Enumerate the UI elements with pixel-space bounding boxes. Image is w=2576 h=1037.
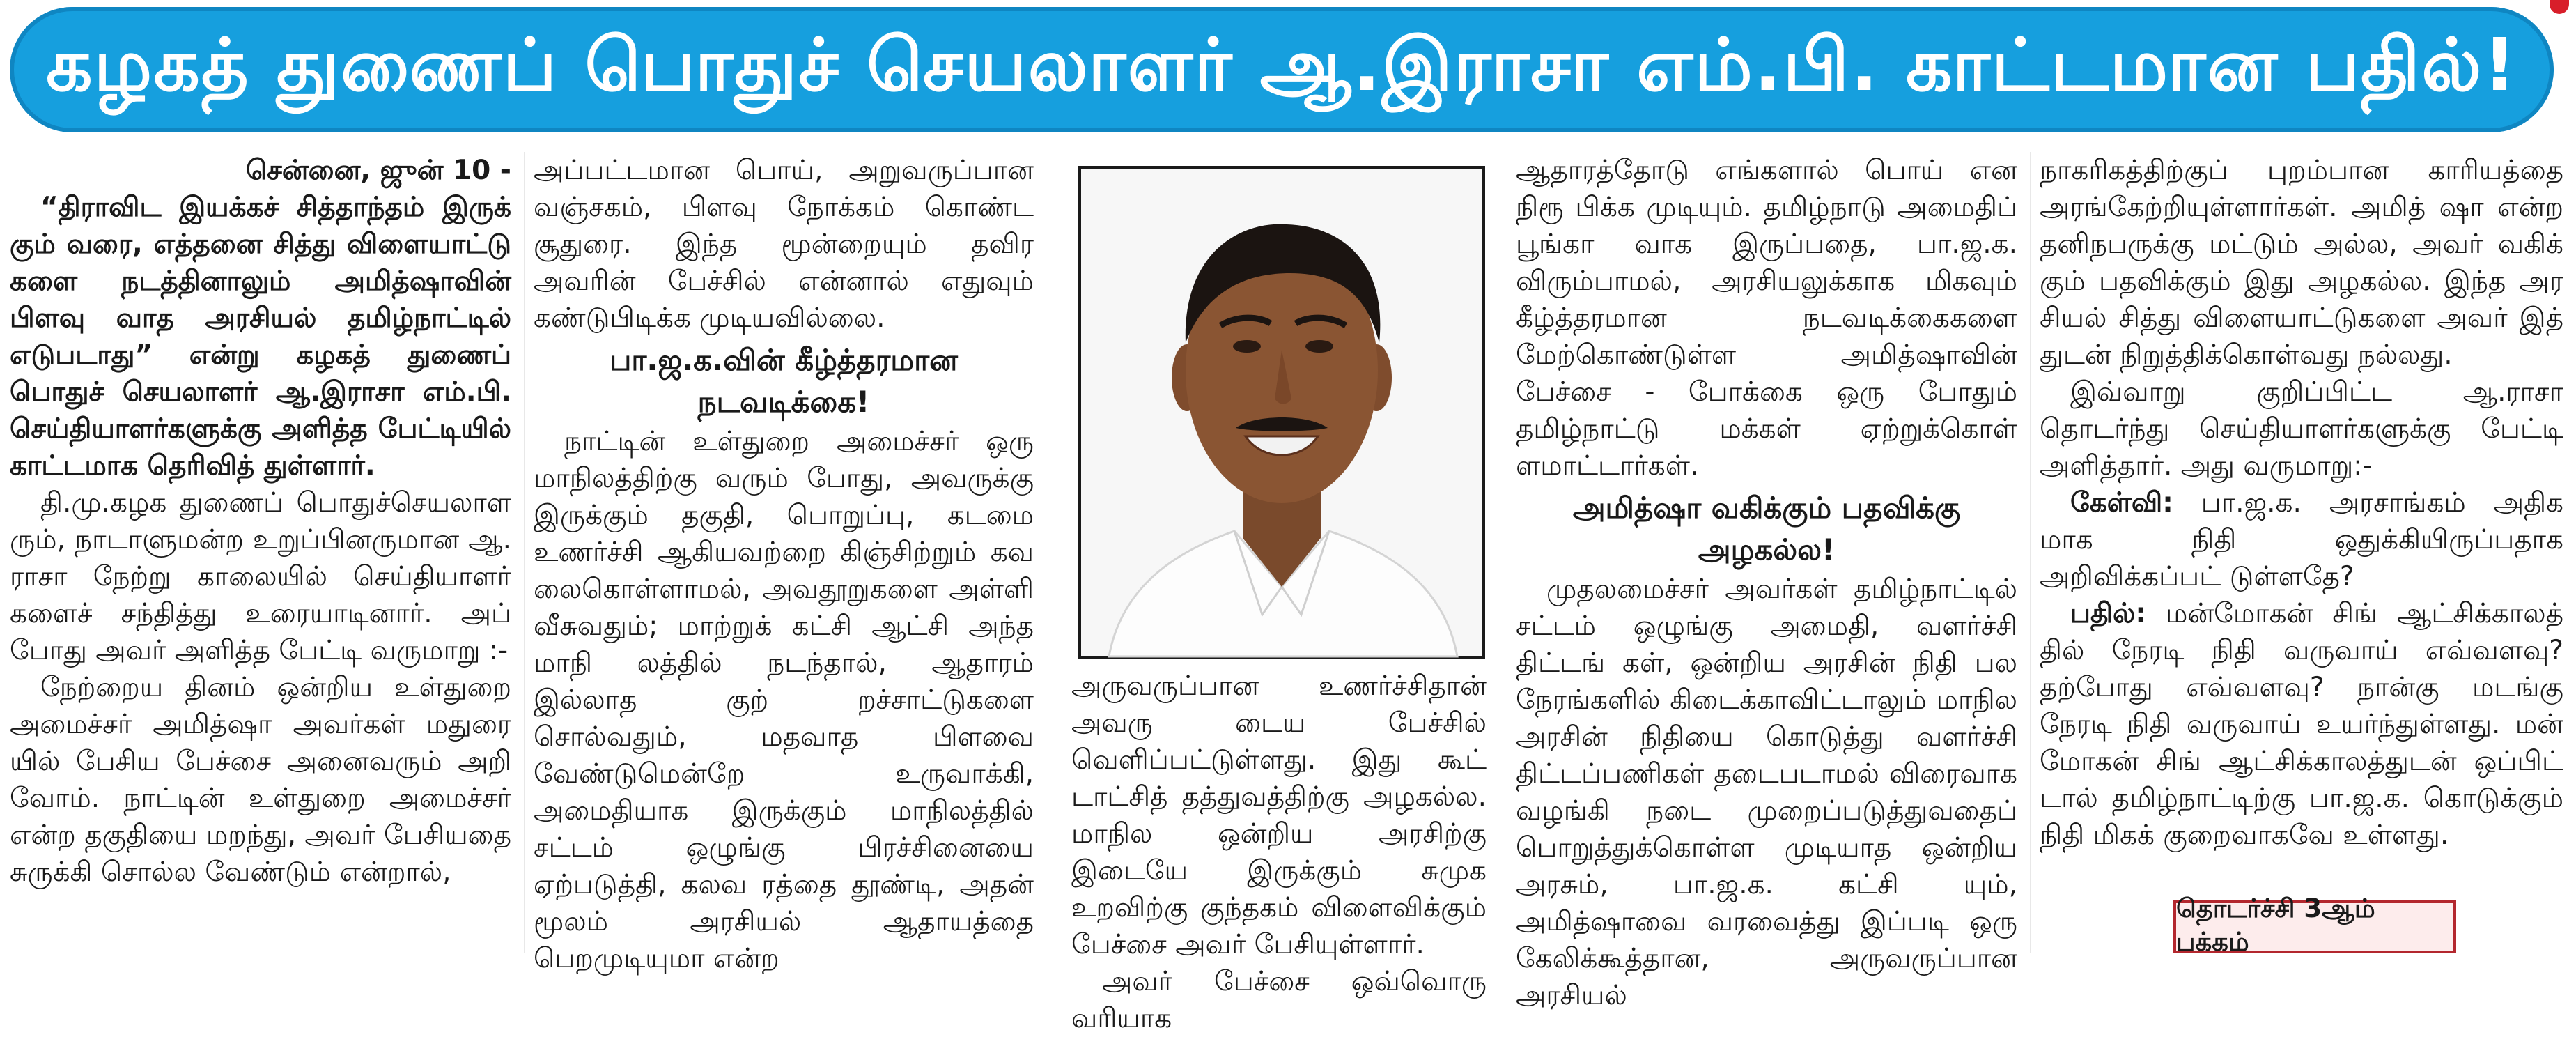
dateline: சென்னை, ஜுன் 10 - (245, 155, 511, 186)
continued-box (2173, 893, 2456, 957)
paragraph: அவர் பேச்சை ஒவ்வொரு வரியாக (1071, 966, 1487, 1034)
paragraph: ஆதாரத்தோடு எங்களால் பொய் என நிரூ பிக்க முடியும். தமிழ்நாடு அமைதிப் பூங்கா வாக இருப்பதை, பா.ஜ.க. விரும்பாமல், அரசியலுக்காக மிகவும் கீழ்த்தரமான நடவடிக்கைகளை மேற்கொண்டுள்ள அமித்ஷாவின் பேச்சை - போக்கை ஒரு போதும் தமிழ்நாட்டு மக்கள் ஏற்றுக்கொள் ளமாட்டார்கள். (1516, 155, 2017, 482)
answer-paragraph (2040, 595, 2563, 854)
column-divider (2030, 152, 2031, 953)
answer-text: மன்மோகன் சிங் ஆட்சிக்காலத் தில் நேரடி நிதி வருவாய் எவ்வளவு? தற்போது எவ்வளவு? நான்கு மடங்கு நேரடி நிதி வருவாய் உயர்ந்துள்ளது. மன் மோகன் சிங் ஆட்சிக்காலத்துடன் ஒப்பிட் டால் தமிழ்நாட்டிற்கு பா.ஜ.க. கொடுக்கும் நிதி மிகக் குறைவாகவே உள்ளது. (2040, 598, 2563, 851)
portrait-image (1081, 169, 1482, 656)
paragraph: நேற்றைய தினம் ஒன்றிய உள்துறை அமைச்சர் அமித்ஷா அவர்கள் மதுரை யில் பேசிய பேச்சை அனைவரும் அறி வோம். நாட்டின் உள்துறை அமைச்சர் என்ற தகுதியை மறந்து, அவர் பேசியதை சுருக்கி சொல்ல வேண்டும் என்றால், (10, 672, 511, 888)
answer-label: பதில்: (2070, 598, 2146, 629)
column-divider (524, 152, 525, 953)
paragraph: நாகரிகத்திற்குப் புறம்பான காரியத்தை அரங்கேற்றியுள்ளார்கள். அமித் ஷா என்ற தனிநபருக்கு மட்டும் அல்ல, அவர் வகிக் கும் பதவிக்கும் இது அழகல்ல. இந்த அர சியல் சித்து விளையாட்டுகளை அவர் இத் துடன் நிறுத்திக்கொள்வது நல்லது. (2040, 155, 2563, 371)
subheading: அமித்ஷா வகிக்கும் பதவிக்கு அழகல்ல! (1572, 491, 1961, 567)
column-2 (534, 152, 1034, 974)
column-3 (1071, 668, 1487, 1034)
paragraph: முதலமைச்சர் அவர்கள் தமிழ்நாட்டில் சட்டம் ஒழுங்கு அமைதி, வளர்ச்சி திட்டங் கள், ஒன்றிய அரசின் நிதி பல நேரங்களில் கிடைக்காவிட்டாலும் மாநில அரசின் நிதியை கொடுத்து வளர்ச்சி திட்டப்பணிகள் தடைபடாமல் விரைவாக வழங்கி நடை முறைப்படுத்துவதைப் பொறுத்துக்கொள்ள முடியாத ஒன்றிய அரசும், பா.ஜ.க. கட்சி யும், அமித்ஷாவை வரவைத்து இப்படி ஒரு கேலிக்கூத்தான, அருவருப்பான அரசியல் (1516, 574, 2017, 1011)
paragraph: தி.மு.கழக துணைப் பொதுச்செயலாள ரும், நாடாளுமன்ற உறுப்பினருமான ஆ. ராசா நேற்று காலையில் செய்தியாளர் களைச் சந்தித்து உரையாடினார். அப் போது அவர் அளித்த பேட்டி வருமாறு :- (10, 487, 511, 666)
column-4 (1516, 152, 2017, 1011)
question-text: பா.ஜ.க. அரசாங்கம் அதிக மாக நிதி ஒதுக்கியிருப்பதாக அறிவிக்கப்பட் டுள்ளதே? (2040, 487, 2563, 592)
headline-banner (10, 7, 2554, 132)
continued-label: தொடர்ச்சி 3ஆம் பக்கம் (2176, 893, 2375, 957)
paragraph: அப்பட்டமான பொய், அறுவருப்பான வஞ்சகம், பிளவு நோக்கம் கொண்ட சூதுரை. இந்த மூன்றையும் தவிர அவரின் பேச்சில் என்னால் எதுவும் கண்டுபிடிக்க முடியவில்லை. (534, 155, 1034, 334)
paragraph: நாட்டின் உள்துறை அமைச்சர் ஒரு மாநிலத்திற்கு வரும் போது, அவருக்கு இருக்கும் தகுதி, பொறுப்பு, கடமை உணர்ச்சி ஆகியவற்றை கிஞ்சிற்றும் கவ லைகொள்ளாமல், அவதூறுகளை அள்ளி வீசுவதும்; மாற்றுக் கட்சி ஆட்சி அந்த மாநி லத்தில் நடந்தால், ஆதாரம் இல்லாத குற் றச்சாட்டுகளை சொல்வதும், மதவாத பிளவை வேண்டுமென்றே உருவாக்கி, அமைதியாக இருக்கும் மாநிலத்தில் சட்டம் ஒழுங்கு பிரச்சினையை ஏற்படுத்தி, கலவ ரத்தை தூண்டி, அதன் மூலம் அரசியல் ஆதாயத்தை பெறமுடியுமா என்ற (534, 426, 1034, 974)
portrait-photo (1078, 166, 1485, 659)
lead-paragraph: “திராவிட இயக்கச் சித்தாந்தம் இருக் கும் வரை, எத்தனை சித்து விளையாட்டு களை நடத்தினாலும் அமித்ஷாவின் பிளவு வாத அரசியல் தமிழ்நாட்டில் எடுபடாது” என்று கழகத் துணைப் பொதுச் செயலாளர் ஆ.இராசா எம்.பி. செய்தியாளர்களுக்கு அளித்த பேட்டியில் காட்டமாக தெரிவித் துள்ளார். (10, 192, 511, 482)
headline: கழகத் துணைப் பொதுச் செயலாளர் ஆ.இராசா எம்.பி. காட்டமான பதில்! (46, 22, 2517, 107)
subheading: பா.ஜ.க.வின் கீழ்த்தரமான நடவடிக்கை! (610, 343, 958, 419)
question-label: கேள்வி: (2070, 487, 2173, 518)
column-5 (2040, 152, 2563, 891)
paragraph: இவ்வாறு குறிப்பிட்ட ஆ.ராசா தொடர்ந்து செய்தியாளர்களுக்கு பேட்டி அளித்தார். அது வருமாறு:- (2040, 376, 2563, 482)
paragraph: அருவருப்பான உணர்ச்சிதான் அவரு டைய பேச்சில் வெளிப்பட்டுள்ளது. இது கூட் டாட்சித் தத்துவத்திற்கு அழகல்ல. மாநில ஒன்றிய அரசிற்கு இடையே இருக்கும் சுமுக உறவிற்கு குந்தகம் விளைவிக்கும் பேச்சை அவர் பேசியுள்ளார். (1071, 670, 1487, 960)
question-paragraph (2040, 484, 2563, 595)
column-1 (10, 152, 511, 953)
